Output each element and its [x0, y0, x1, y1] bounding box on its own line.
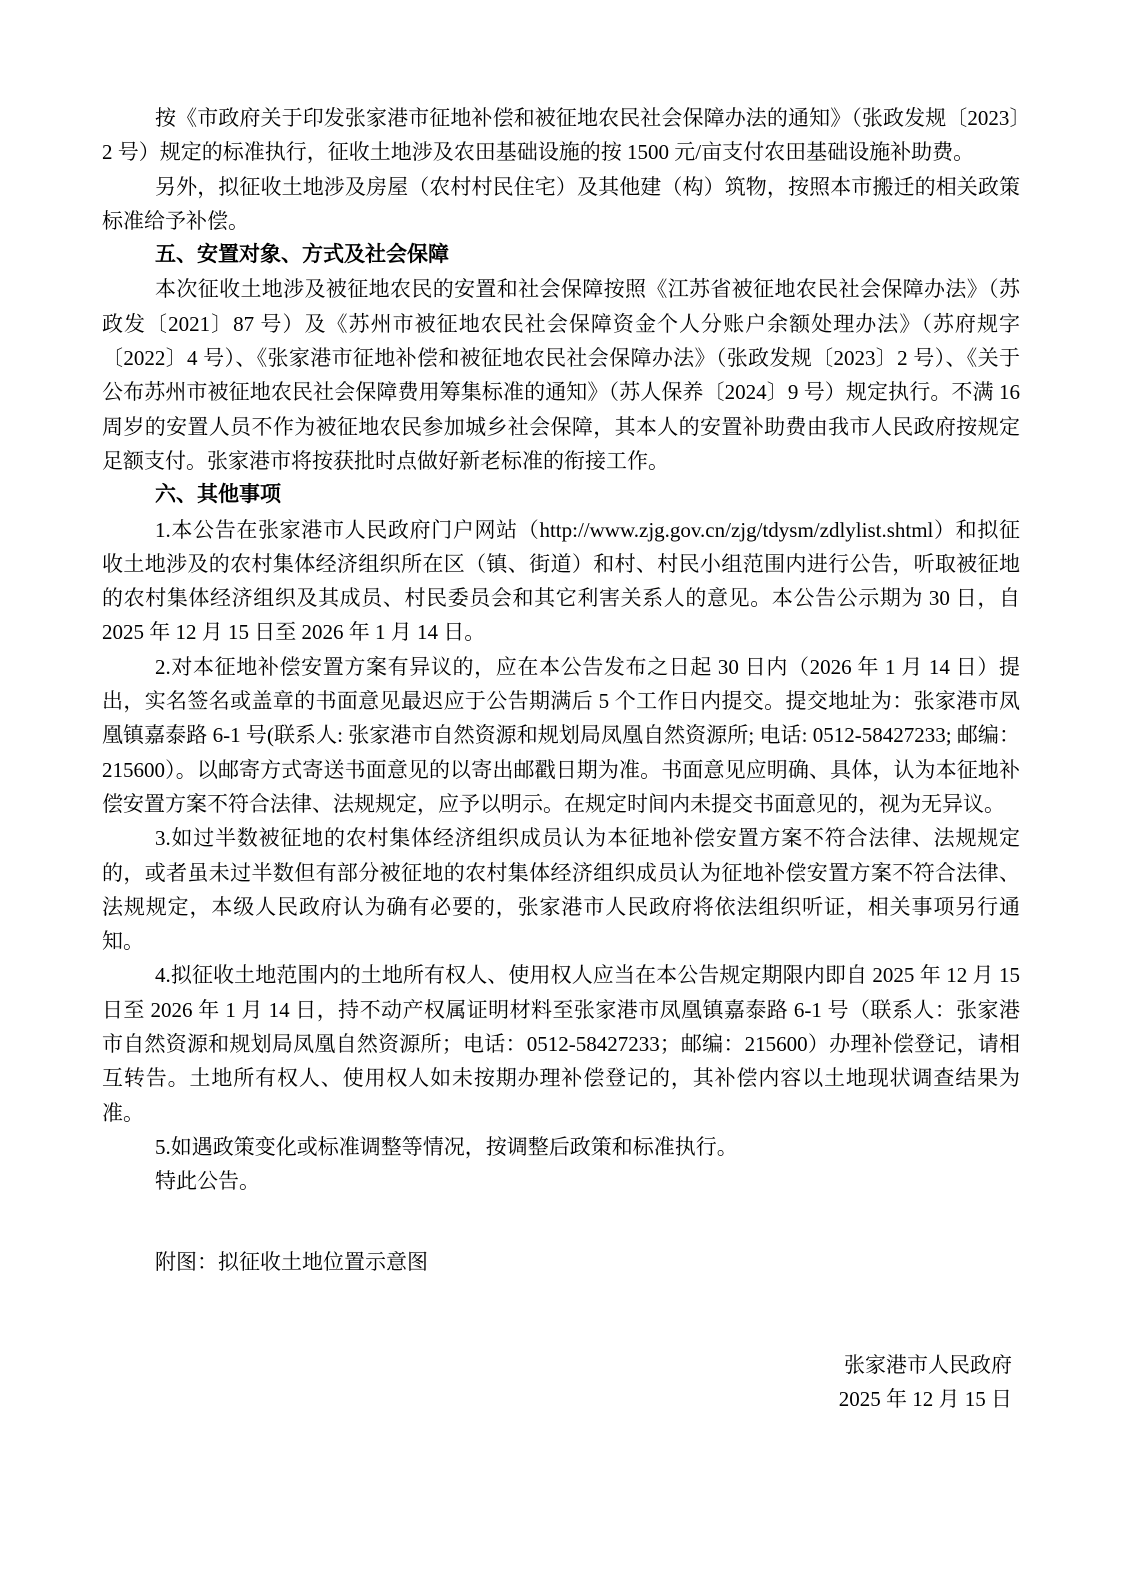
- para-other-structures: 另外，拟征收土地涉及房屋（农村村民住宅）及其他建（构）筑物，按照本市搬迁的相关政策标准给予补偿。: [102, 174, 1020, 233]
- para-item-3-hearing: 3.如过半数被征地的农村集体经济组织成员认为本征地补偿安置方案不符合法律、法规规定的，或者虽未过半数但有部分被征地的农村集体经济组织成员认为征地补偿安置方案不符合法律、法规规定，本级人民政府认为确有必要的，张家港市人民政府将依法组织听证，相关事项另行通知。: [102, 826, 1020, 954]
- signature-org: 张家港市人民政府: [844, 1352, 1012, 1377]
- signature-date: 2025 年 12 月 15 日: [838, 1387, 1012, 1412]
- heading-section-five: 五、安置对象、方式及社会保障: [155, 243, 449, 267]
- para-resettlement-social-security: 本次征收土地涉及被征地农民的安置和社会保障按照《江苏省被征地农民社会保障办法》（苏政发〔2021〕87 号）及《苏州市被征地农民社会保障资金个人分账户余额处理办法》（苏府规字〔2022〕4 号）、《张家港市征地补偿和被征地农民社会保障办法》（张政发规〔2023〕2 号）、《关于公布苏州市被征地农民社会保障费用筹集标准的通知》（苏人保养〔2024〕9 号）规定执行。不满 16 周岁的安置人员不作为被征地农民参加城乡社会保障，其本人的安置补助费由我市人民政府按规定足额支付。张家港市将按获批时点做好新老标准的衔接工作。: [102, 277, 1020, 473]
- para-item-2-objections: 2.对本征地补偿安置方案有异议的，应在本公告发布之日起 30 日内（2026 年 1 月 14 日）提出，实名签名或盖章的书面意见最迟应于公告期满后 5 个工作日内提交。提交地址为：张家港市凤凰镇嘉泰路 6-1 号(联系人: 张家港市自然资源和规划局凤凰自然资源所; 电话: 0512-58427233; 邮编：215600）。以邮寄方式寄送书面意见的以寄出邮戳日期为准。书面意见应明确、具体，认为本征地补偿安置方案不符合法律、法规规定，应予以明示。在规定时间内未提交书面意见的，视为无异议。: [102, 654, 1020, 816]
- para-item-4-registration: 4.拟征收土地范围内的土地所有权人、使用权人应当在本公告规定期限内即自 2025 年 12 月 15 日至 2026 年 1 月 14 日，持不动产权属证明材料至张家港市凤凰镇嘉泰路 6-1 号（联系人：张家港市自然资源和规划局凤凰自然资源所；电话：0512-58427233；邮编：215600）办理补偿登记，请相互转告。土地所有权人、使用权人如未按期办理补偿登记的，其补偿内容以土地现状调查结果为准。: [102, 963, 1020, 1125]
- para-item-1-announcement: 1.本公告在张家港市人民政府门户网站（http://www.zjg.gov.cn/zjg/tdysm/zdlylist.shtml）和拟征收土地涉及的农村集体经济组织所在区（镇、街道）和村、村民小组范围内进行公告，听取被征地的农村集体经济组织及其成员、村民委员会和其它利害关系人的意见。本公告公示期为 30 日，自 2025 年 12 月 15 日至 2026 年 1 月 14 日。: [102, 517, 1020, 645]
- document-body: [102, 101, 1020, 1416]
- para-attachment-note: 附图：拟征收土地位置示意图: [155, 1249, 428, 1274]
- heading-section-six: 六、其他事项: [155, 483, 281, 507]
- para-compensation-standard: 按《市政府关于印发张家港市征地补偿和被征地农民社会保障办法的通知》（张政发规〔2023〕2 号）规定的标准执行，征收土地涉及农田基础设施的按 1500 元/亩支付农田基础设施补助费。: [102, 106, 1020, 165]
- para-closing: 特此公告。: [155, 1169, 260, 1194]
- signature-block: [102, 1348, 1020, 1417]
- para-item-5-policy-change: 5.如遇政策变化或标准调整等情况，按调整后政策和标准执行。: [155, 1134, 738, 1159]
